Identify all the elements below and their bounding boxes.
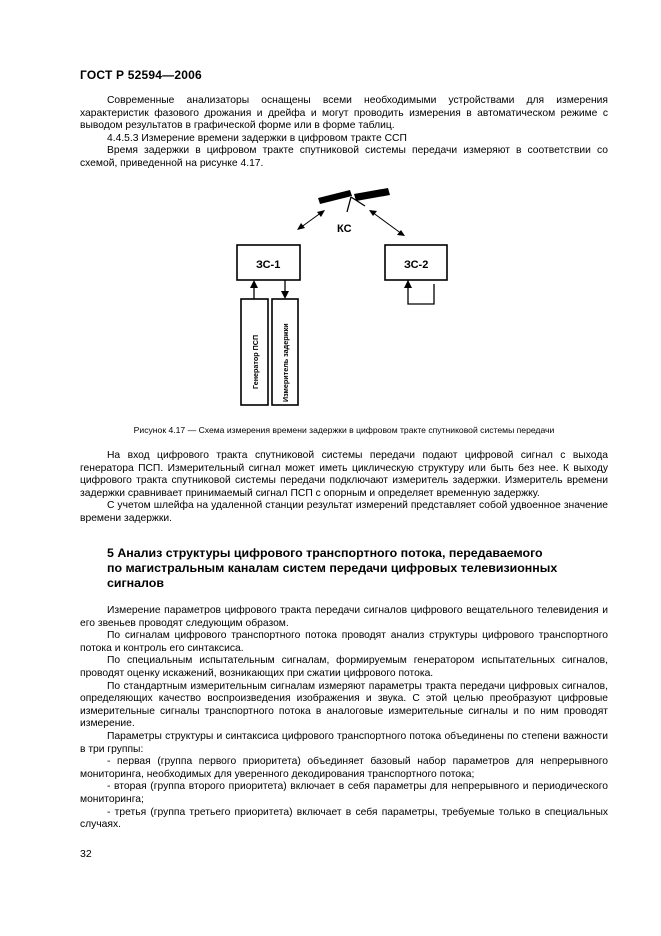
description-text-block (80, 450, 608, 526)
satellite-label: КС (337, 223, 352, 235)
paragraph: Современные анализаторы оснащены всеми необходимыми устройствами для измерения характеристик фазового дрожания и дрейфа и могут проводить измерения в автоматическом режиме с выводом результатов в графической форме или в форме таблиц. (80, 95, 608, 132)
generator-to-station-arrow (250, 280, 258, 299)
list-item: - третья (группа третьего приоритета) включает в себя параметры, требуемые только в специальных случаях. (80, 806, 608, 831)
figure-caption: Рисунок 4.17 — Схема измерения времени задержки в цифровом тракте спутниковой системы передачи (133, 425, 555, 435)
section-heading-line: по магистральным каналам систем передачи цифровых телевизионных (107, 561, 558, 575)
paragraph: Время задержки в цифровом тракте спутниковой системы передачи измеряют в соответствии со схемой, приведенной на рисунке 4.17. (80, 145, 608, 169)
subsection-heading: 4.4.5.3 Измерение времени задержки в цифровом тракте ССП (107, 132, 407, 144)
station2-label: ЗС-2 (404, 259, 429, 271)
section-heading-line: сигналов (107, 576, 164, 590)
station-to-meter-arrow (281, 280, 289, 299)
paragraph: По специальным испытательным сигналам, формируемым генератором испытательных сигналов, проводят оценку искажений, возникающих при сжатии цифрового потока. (80, 655, 608, 679)
section-heading-line: 5 Анализ структуры цифрового транспортного потока, передаваемого (107, 546, 543, 560)
downlink-arrow (369, 210, 405, 236)
uplink-arrow (297, 210, 325, 230)
section-heading (107, 546, 607, 591)
paragraph: По сигналам цифрового транспортного потока проводят анализ структуры цифрового транспортного потока и контроль его синтаксиса. (80, 630, 608, 654)
delay-measurement-diagram (0, 0, 661, 440)
meter-label: Измеритель задержки (281, 323, 290, 402)
loopback-arrow (404, 280, 434, 304)
paragraph: С учетом шлейфа на удаленной станции результат измерений представляет собой удвоенное значение времени задержки. (80, 500, 608, 524)
satellite-icon (318, 188, 390, 212)
list-item: - первая (группа первого приоритета) объединяет базовый набор параметров для непрерывного мониторинга, необходимых для уверенного декодирования транспортного потока; (80, 756, 608, 780)
page-number: 32 (80, 848, 92, 860)
section-text-block (80, 605, 608, 832)
list-item: - вторая (группа второго приоритета) включает в себя параметры для непрерывного и периодического мониторинга; (80, 781, 608, 805)
paragraph: Измерение параметров цифрового тракта передачи сигналов цифрового вещательного телевидения и его звеньев проводят следующим образом. (80, 605, 608, 629)
station1-label: ЗС-1 (256, 259, 281, 271)
generator-label: Генератор ПСП (251, 334, 260, 389)
paragraph: Параметры структуры и синтаксиса цифрового транспортного потока объединены по степени важности в три группы: (80, 730, 608, 755)
paragraph: На вход цифрового тракта спутниковой системы передачи подают цифровой сигнал с выхода генератора ПСП. Измерительный сигнал может иметь циклическую структуру или быть без нее. К выходу цифрового тракта спутниковой системы передачи подключают измеритель задержки. Измеритель времени задержки сравнивает принимаемый сигнал ПСП с опорным и определяет временную задержку. (80, 450, 608, 499)
document-header: ГОСТ Р 52594—2006 (80, 68, 202, 82)
paragraph: По стандартным измерительным сигналам измеряют параметры тракта передачи цифровых сигналов, определяющих качество воспроизведения изображения и звука. С этой целью преобразуют цифровые измерительные сигналы транспортного потока в аналоговые измерительные сигналы и по ним проводят измерение. (80, 680, 608, 730)
